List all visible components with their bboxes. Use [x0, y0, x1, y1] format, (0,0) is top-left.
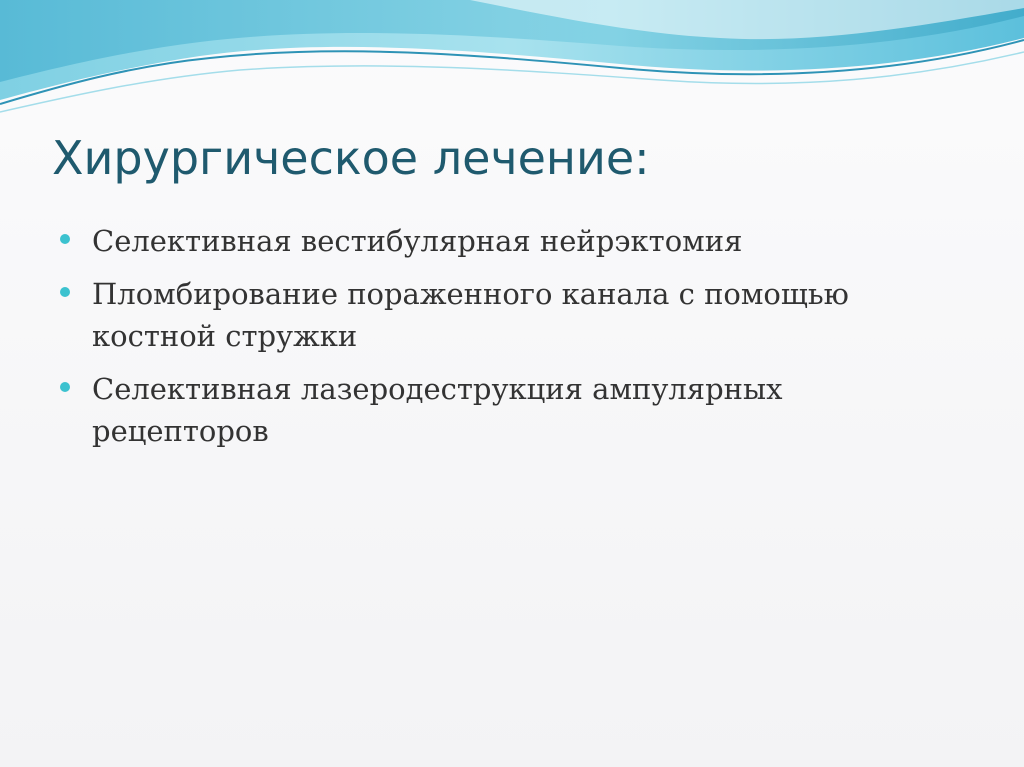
decorative-wave-header — [0, 0, 1024, 130]
list-item — [60, 220, 960, 262]
bullet-text: Селективная вестибулярная нейрэктомия — [92, 224, 743, 258]
bullet-dot-icon — [60, 382, 70, 392]
list-item — [60, 273, 960, 357]
bullet-list — [60, 220, 960, 463]
bullet-dot-icon — [60, 287, 70, 297]
list-item — [60, 368, 960, 452]
slide-title: Хирургическое лечение: — [52, 131, 650, 185]
bullet-text: Пломбирование пораженного канала с помощью костной стружки — [92, 277, 849, 353]
bullet-text: Селективная лазеродеструкция ампулярных рецепторов — [92, 372, 783, 448]
bullet-dot-icon — [60, 234, 70, 244]
